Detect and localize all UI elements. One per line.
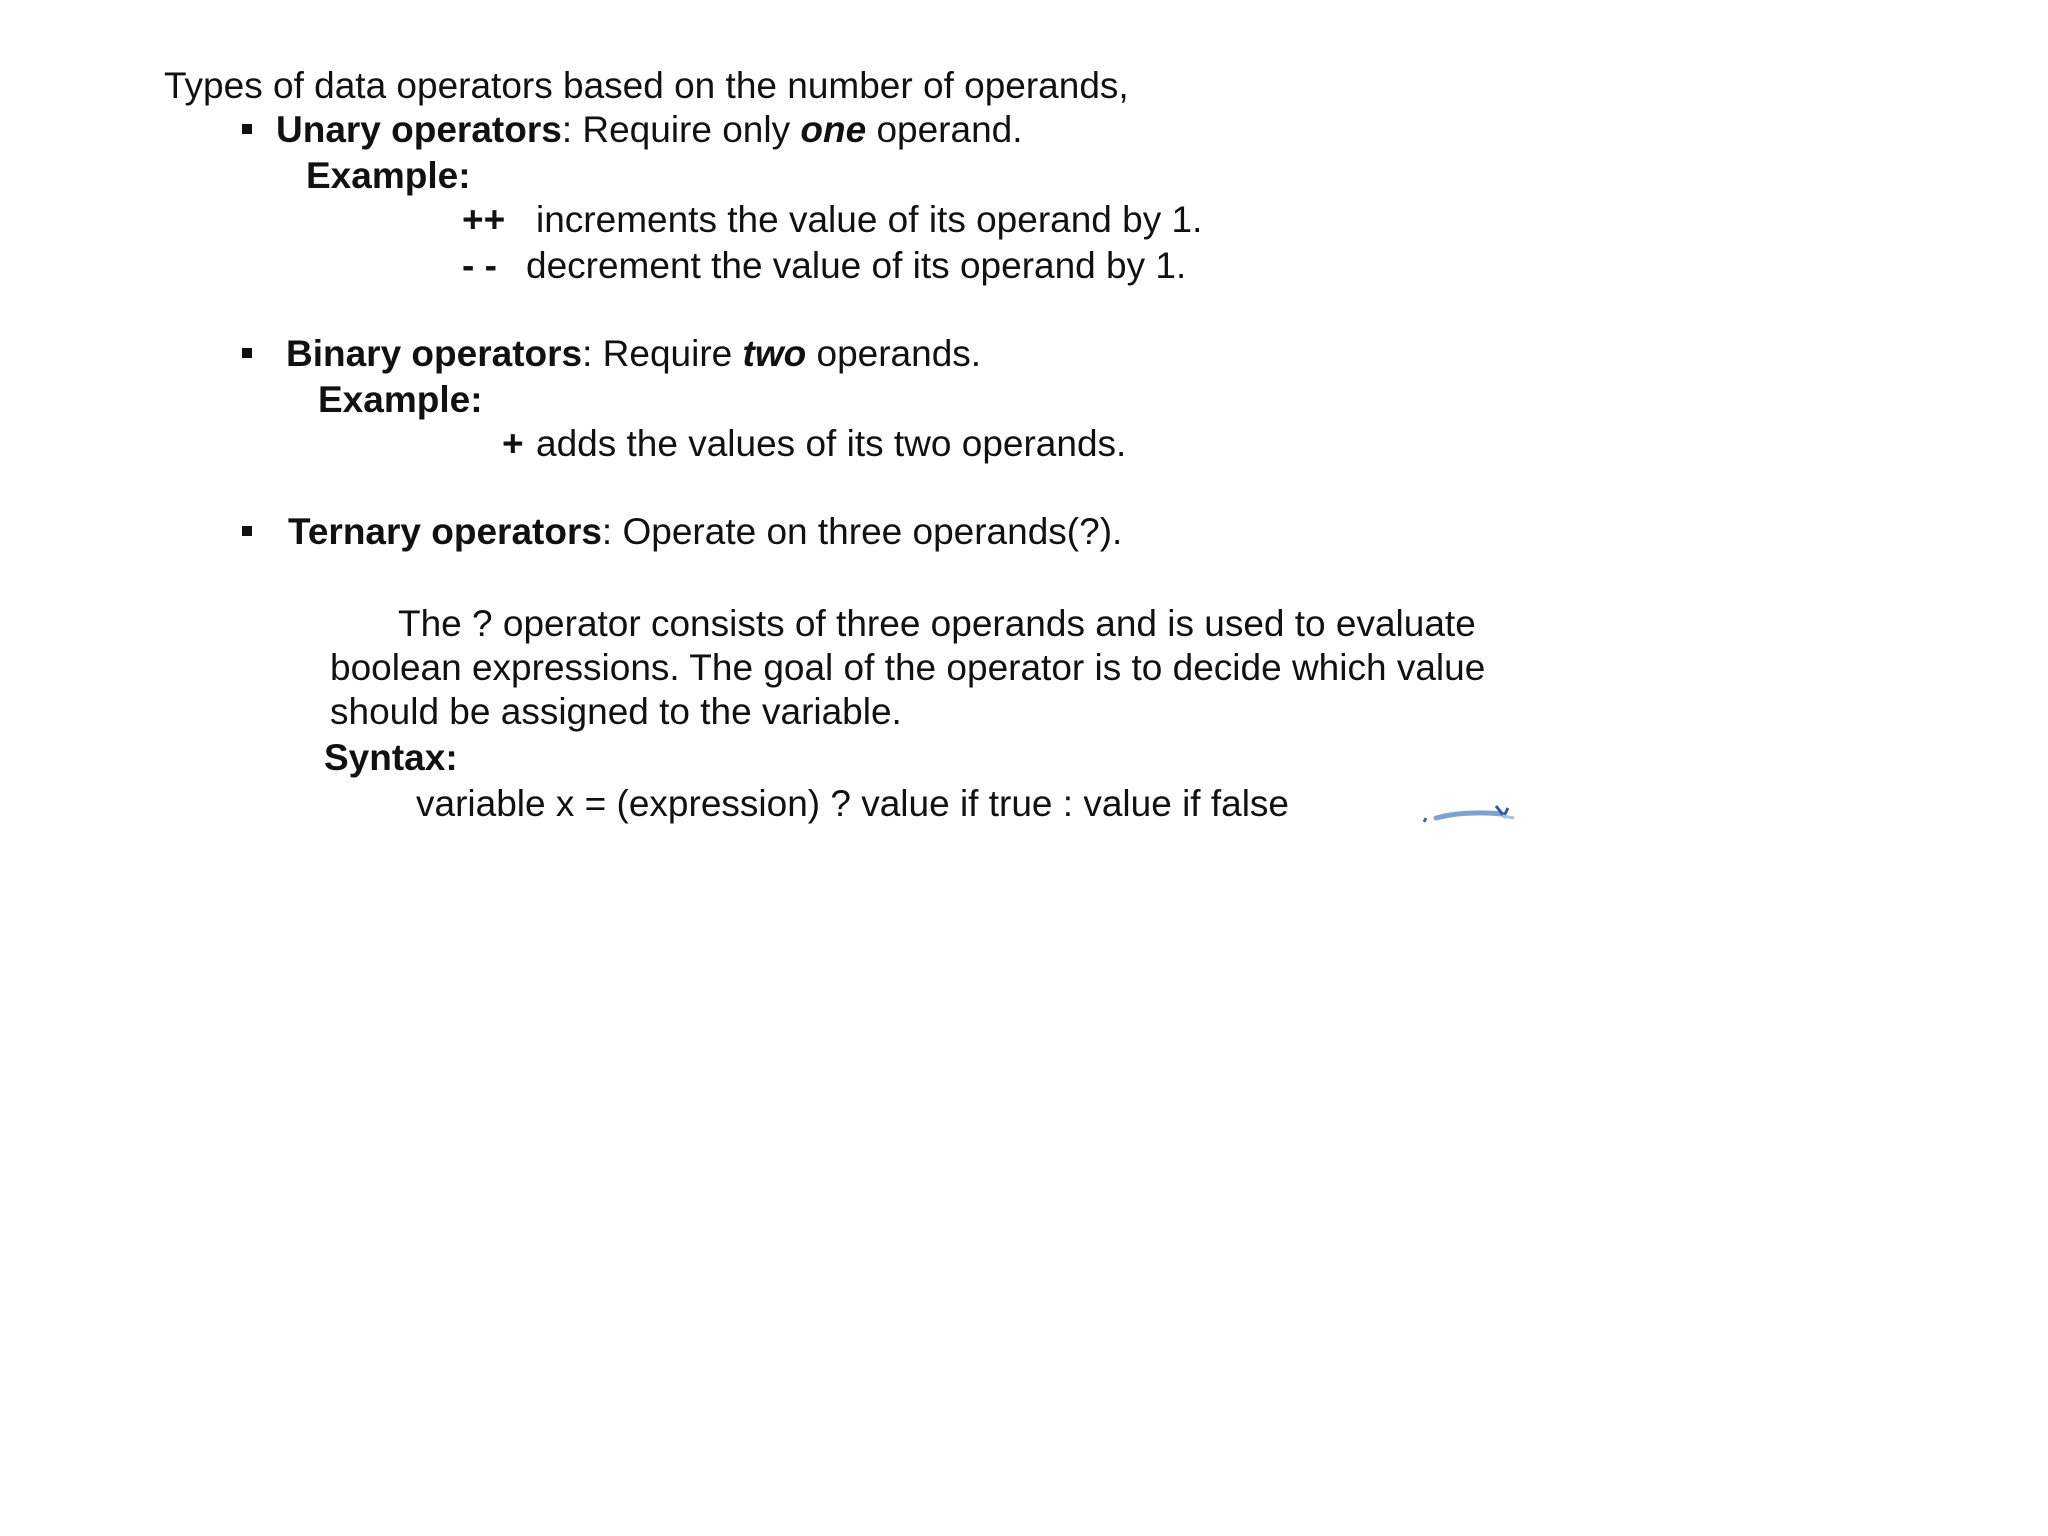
bullet-square-icon xyxy=(242,124,252,134)
unary-example-symbol: - - xyxy=(462,245,497,286)
ternary-paragraph-line: The ? operator consists of three operands and is used to evaluate xyxy=(398,603,1476,644)
unary-example-symbol: ++ xyxy=(462,199,506,240)
bullet-square-icon xyxy=(242,526,252,536)
unary-name: Unary operators xyxy=(276,109,562,150)
ternary-desc: : Operate on three operands(?). xyxy=(601,511,1123,552)
ternary-heading xyxy=(288,510,1122,554)
ternary-paragraph-line: should be assigned to the variable. xyxy=(330,691,902,732)
unary-desc-after: operand. xyxy=(866,109,1023,150)
binary-heading xyxy=(286,332,981,376)
unary-example-text: increments the value of its operand by 1. xyxy=(536,199,1203,240)
binary-desc-before: : Require xyxy=(582,333,743,374)
binary-example-symbol: + xyxy=(502,423,524,464)
unary-desc-before: : Require only xyxy=(561,109,801,150)
binary-emphasis: two xyxy=(742,333,807,374)
bullet-square-icon xyxy=(242,348,252,358)
binary-example-text: adds the values of its two operands. xyxy=(536,423,1127,464)
binary-name: Binary operators xyxy=(286,333,583,374)
unary-heading xyxy=(276,108,1023,152)
unary-example-text: decrement the value of its operand by 1. xyxy=(526,245,1187,286)
binary-desc-after: operands. xyxy=(806,333,982,374)
ternary-syntax-label: Syntax: xyxy=(324,737,458,778)
ternary-paragraph-line: boolean expressions. The goal of the operator is to decide which value xyxy=(330,647,1486,688)
unary-example-label: Example: xyxy=(306,155,471,196)
ternary-syntax-text: variable x = (expression) ? value if true : value if false xyxy=(416,783,1290,824)
binary-example-label: Example: xyxy=(318,379,483,420)
intro-text: Types of data operators based on the number of operands, xyxy=(164,65,1129,106)
ternary-name: Ternary operators xyxy=(288,511,602,552)
pen-mark-icon xyxy=(1418,800,1518,826)
unary-emphasis: one xyxy=(800,109,867,150)
